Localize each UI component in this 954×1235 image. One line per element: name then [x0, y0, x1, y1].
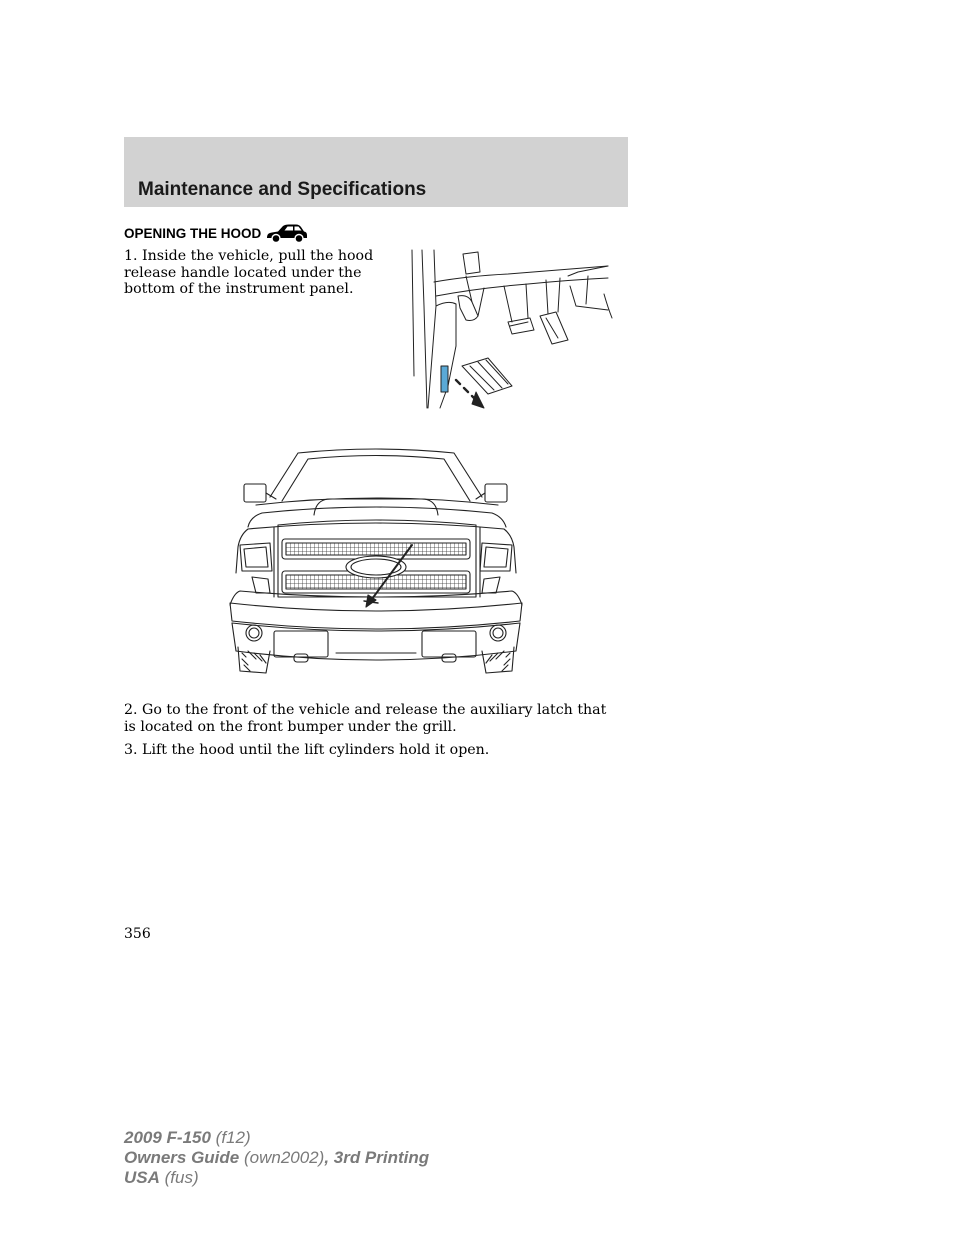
footer-line-guide	[124, 1148, 429, 1168]
footer-model-code: (f12)	[210, 1128, 251, 1147]
car-icon	[265, 222, 309, 244]
footer-guide-code: (own2002)	[239, 1148, 325, 1167]
footer-model: 2009 F-150	[124, 1128, 211, 1147]
step-3-text: 3. Lift the hood until the lift cylinders hold it open.	[124, 742, 490, 758]
footer-line-market	[124, 1168, 429, 1188]
step-2-text: 2. Go to the front of the vehicle and release the auxiliary latch that is located on the front bumper under the grill.	[124, 702, 607, 735]
hood-release-handle-illustration	[408, 246, 614, 412]
footer-market: USA	[124, 1168, 160, 1187]
footer-market-code: (fus)	[159, 1168, 199, 1187]
footer-guide: Owners Guide	[124, 1148, 240, 1167]
section-heading	[124, 222, 309, 244]
document-footer	[124, 1128, 429, 1188]
footer-line-model	[124, 1128, 429, 1148]
page-number: 356	[124, 926, 151, 942]
chapter-title: Maintenance and Specifications	[138, 179, 427, 200]
truck-front-auxiliary-latch-illustration	[226, 443, 526, 679]
footer-printing: , 3rd Printing	[324, 1148, 430, 1167]
section-heading-text: OPENING THE HOOD	[124, 225, 262, 241]
chapter-header-band	[124, 137, 628, 207]
step-1-text: 1. Inside the vehicle, pull the hood release handle located under the bottom of the instrument panel.	[124, 248, 374, 297]
